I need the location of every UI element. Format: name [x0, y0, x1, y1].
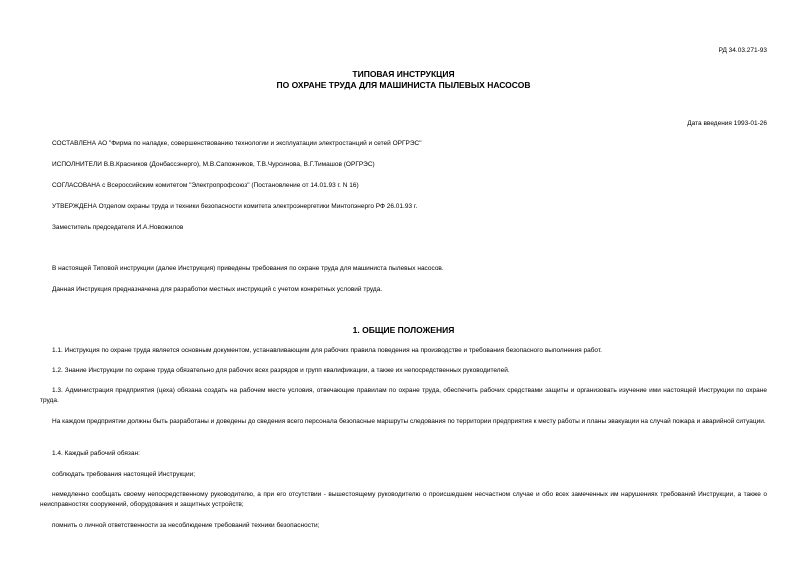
duty-item-2: немедленно сообщать своему непосредственному руководителю, а при его отсутствии - вышестоящему руководителю о происшедшем несчастном случае и обо всех замеченных им нарушениях требований Инструкции, а также о неисправностях сооружений, оборудования и защитных устройств;	[40, 491, 767, 508]
preamble-paragraph-2: Данная Инструкция предназначена для разработки местных инструкций с учетом конкретных условий труда.	[52, 286, 383, 293]
document-code: РД 34.03.271-93	[718, 47, 767, 54]
introduction-date: Дата введения 1993-01-26	[687, 120, 767, 127]
paragraph-1-4: 1.4. Каждый рабочий обязан:	[52, 450, 140, 457]
section-1-title: 1. ОБЩИЕ ПОЛОЖЕНИЯ	[352, 325, 455, 335]
duty-item-3: помнить о личной ответственности за несоблюдение требований техники безопасности;	[52, 522, 320, 529]
paragraph-1-1: 1.1. Инструкция по охране труда является основным документом, устанавливающим для рабочих правила поведения на производстве и требования безопасного выполнения работ.	[52, 347, 602, 354]
paragraph-1-3: 1.3. Администрация предприятия (цеха) обязана создать на рабочем месте условия, отвечающие правилам по охране труда, обеспечить рабочих средствами защиты и организовать изучение ими настоящей Инструкции по охране труда.	[40, 387, 767, 404]
credits-approved: УТВЕРЖДЕНА Отделом охраны труда и техники безопасности комитета электроэнергетики Минтопэнерго РФ 26.01.93 г.	[52, 203, 418, 210]
credits-agreed: СОГЛАСОВАНА с Всероссийским комитетом "Электропрофсоюз" (Постановление от 14.01.93 г. N 16)	[52, 182, 359, 189]
credits-deputy: Заместитель председателя И.А.Новожилов	[52, 224, 184, 231]
duty-item-1: соблюдать требования настоящей Инструкции;	[52, 471, 196, 478]
paragraph-1-2: 1.2. Знание Инструкции по охране труда обязательно для рабочих всех разрядов и групп квалификации, а также их непосредственных руководителей.	[52, 367, 510, 374]
paragraph-1-3-evacuation: На каждом предприятии должны быть разработаны и доведены до сведения всего персонала безопасные маршруты следования по территории предприятия к месту работы и планы эвакуации на случай пожара и аварийной ситуации.	[52, 418, 766, 425]
credits-performers: ИСПОЛНИТЕЛИ В.В.Красников (Донбассэнерго), М.В.Сапожников, Т.В.Чурсинова, В.Г.Тимашов (ОРГРЭС)	[52, 161, 375, 168]
document-title	[0, 69, 807, 91]
credits-composed: СОСТАВЛЕНА АО "Фирма по наладке, совершенствованию технологии и эксплуатации электростанций и сетей ОРГРЭС"	[52, 140, 422, 147]
title-line-1: ТИПОВАЯ ИНСТРУКЦИЯ	[352, 69, 455, 79]
preamble-paragraph-1: В настоящей Типовой инструкции (далее Инструкция) приведены требования по охране труда для машиниста пылевых насосов.	[52, 265, 444, 272]
title-line-2: ПО ОХРАНЕ ТРУДА ДЛЯ МАШИНИСТА ПЫЛЕВЫХ НАСОСОВ	[276, 80, 531, 90]
